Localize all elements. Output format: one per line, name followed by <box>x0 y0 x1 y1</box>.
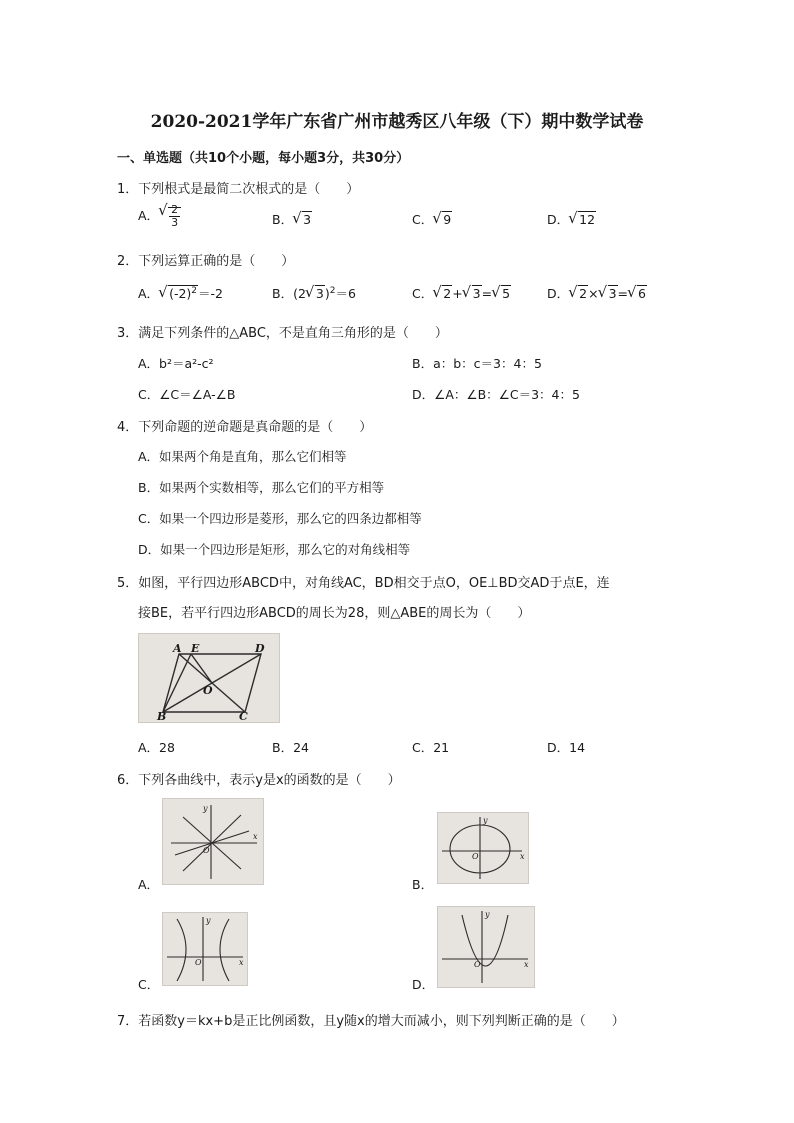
expression-rest: ＝-2 <box>198 286 223 301</box>
q5-option-a: A．28 <box>138 740 175 755</box>
origin-label: O <box>472 852 479 861</box>
q2-option-d <box>547 284 647 302</box>
q1-option-a <box>138 201 181 229</box>
axis-x-label: x <box>520 852 525 861</box>
sqrt-expression: √ 3 <box>304 283 324 301</box>
exponent: 2 <box>329 285 336 296</box>
sqrt-expression: √ 3 <box>461 283 481 301</box>
q6-option-d: D． <box>412 977 435 992</box>
q5-option-b: B．24 <box>272 740 309 755</box>
origin-label: O <box>195 958 202 967</box>
radicand: 5 <box>502 286 511 301</box>
equals-sign: = <box>617 286 629 301</box>
radicand: (-2) <box>169 286 192 301</box>
expression-rest: ) <box>324 286 330 301</box>
sqrt-expression: √ 5 <box>491 283 511 301</box>
radicand: 12 <box>579 212 596 227</box>
graph-a-lines <box>162 798 264 885</box>
option-label: A． <box>138 208 160 223</box>
left-branch <box>177 919 186 981</box>
equals-sign: = <box>481 286 493 301</box>
q2-option-c <box>412 284 511 302</box>
q1-option-b <box>272 210 312 228</box>
question-3-stem: 3．满足下列条件的△ABC，不是直角三角形的是（ ） <box>117 326 448 341</box>
page-title: 2020-2021学年广东省广州市越秀区八年级（下）期中数学试卷 <box>150 112 644 132</box>
times-sign: × <box>588 286 599 301</box>
right-branch <box>220 919 229 981</box>
q1-option-d <box>547 210 596 228</box>
q6-option-c: C． <box>138 977 160 992</box>
label-c: C <box>239 710 248 722</box>
radicand: 3 <box>472 286 481 301</box>
radicand: 2 <box>443 286 452 301</box>
option-label: A． <box>138 286 160 301</box>
question-1-stem: 1．下列根式是最简二次根式的是（ ） <box>117 182 360 197</box>
exponent: 2 <box>191 285 198 296</box>
q6-option-a: A． <box>138 877 160 892</box>
question-5-stem-line2: 接BE，若平行四边形ABCD的周长为28，则△ABE的周长为（ ） <box>138 606 531 621</box>
graph-b-ellipse <box>437 812 529 884</box>
option-label: B．(2 <box>272 286 306 301</box>
q4-option-b: B．如果两个实数相等，那么它们的平方相等 <box>138 480 385 495</box>
segment-oe <box>191 654 212 683</box>
option-label: D． <box>547 212 570 227</box>
section-heading: 一、单选题（共10个小题，每小题3分，共30分） <box>117 151 410 166</box>
label-d: D <box>255 642 265 655</box>
question-7-stem: 7．若函数y＝kx+b是正比例函数，且y随x的增大而减小，则下列判断正确的是（ ） <box>117 1014 625 1029</box>
sqrt-expression: √ 9 <box>432 209 452 227</box>
radicand: 2 <box>579 286 588 301</box>
radicand: 6 <box>638 286 646 301</box>
sqrt-expression: √ 2 <box>568 283 588 301</box>
question-4-stem: 4．下列命题的逆命题是真命题的是（ ） <box>117 420 373 435</box>
fraction-denominator: 3 <box>171 216 179 229</box>
axis-x-label: x <box>239 958 244 967</box>
origin-label: O <box>474 960 481 969</box>
sqrt-expression: √ 3 <box>292 209 312 227</box>
q6-option-b: B． <box>412 877 434 892</box>
graph-c-hyperbola <box>162 912 248 986</box>
label-o: O <box>203 684 213 697</box>
q1-option-c <box>412 210 452 228</box>
q4-option-c: C．如果一个四边形是菱形，那么它的四条边都相等 <box>138 511 422 526</box>
sqrt-expression: √ 6 <box>627 283 646 301</box>
q3-option-a: A．b²＝a²-c² <box>138 356 214 371</box>
q5-option-c: C．21 <box>412 740 450 755</box>
radicand: 3 <box>608 286 617 301</box>
axis-y-label: y <box>485 910 490 919</box>
origin-label: O <box>203 846 210 855</box>
label-b: B <box>157 710 167 722</box>
axis-y-label: y <box>483 816 488 825</box>
sqrt-expression: √ $(-2)^2$ <box>158 282 198 301</box>
expression-result: ＝6 <box>335 286 356 301</box>
option-label: D． <box>547 286 570 301</box>
radicand: 9 <box>443 212 452 227</box>
question-6-stem: 6．下列各曲线中，表示y是x的函数的是（ ） <box>117 773 401 788</box>
option-label: C． <box>412 212 434 227</box>
question-5-stem-line1: 5．如图，平行四边形ABCD中，对角线AC，BD相交于点O，OE⊥BD交AD于点E，连 <box>117 576 610 591</box>
axis-x-label: x <box>524 960 529 969</box>
radicand: 3 <box>303 212 312 227</box>
label-a: A <box>173 642 182 655</box>
radicand: 3 <box>315 286 324 301</box>
fraction-numerator: 2 <box>171 203 179 216</box>
q4-option-a: A．如果两个角是直角，那么它们相等 <box>138 449 347 464</box>
sqrt-expression: √ 2 <box>432 283 452 301</box>
option-label: B． <box>272 212 294 227</box>
q4-option-d: D．如果一个四边形是矩形，那么它的对角线相等 <box>138 542 411 557</box>
plus-sign: + <box>452 286 463 301</box>
axis-x-label: x <box>253 832 258 841</box>
option-label: C． <box>412 286 434 301</box>
q2-option-a <box>138 284 223 302</box>
graph-d-parabola <box>437 906 535 988</box>
axis-y-label: y <box>203 804 208 813</box>
sqrt-expression: √ $\frac{2}{3}$ <box>159 204 181 229</box>
q3-option-d: D．∠A：∠B：∠C＝3：4：5 <box>412 387 580 402</box>
sqrt-expression: √ 3 <box>597 283 617 301</box>
q2-option-b <box>272 284 356 302</box>
axis-y-label: y <box>206 916 211 925</box>
parabola-curve <box>462 915 508 966</box>
q3-option-b: B．a：b：c＝3：4：5 <box>412 356 542 371</box>
q5-option-d: D．14 <box>547 740 586 755</box>
parallelogram-figure <box>138 633 280 723</box>
sqrt-expression: √ 12 <box>568 209 596 227</box>
question-2-stem: 2．下列运算正确的是（ ） <box>117 254 295 269</box>
label-e: E <box>191 642 200 655</box>
q3-option-c: C．∠C＝∠A-∠B <box>138 387 236 402</box>
